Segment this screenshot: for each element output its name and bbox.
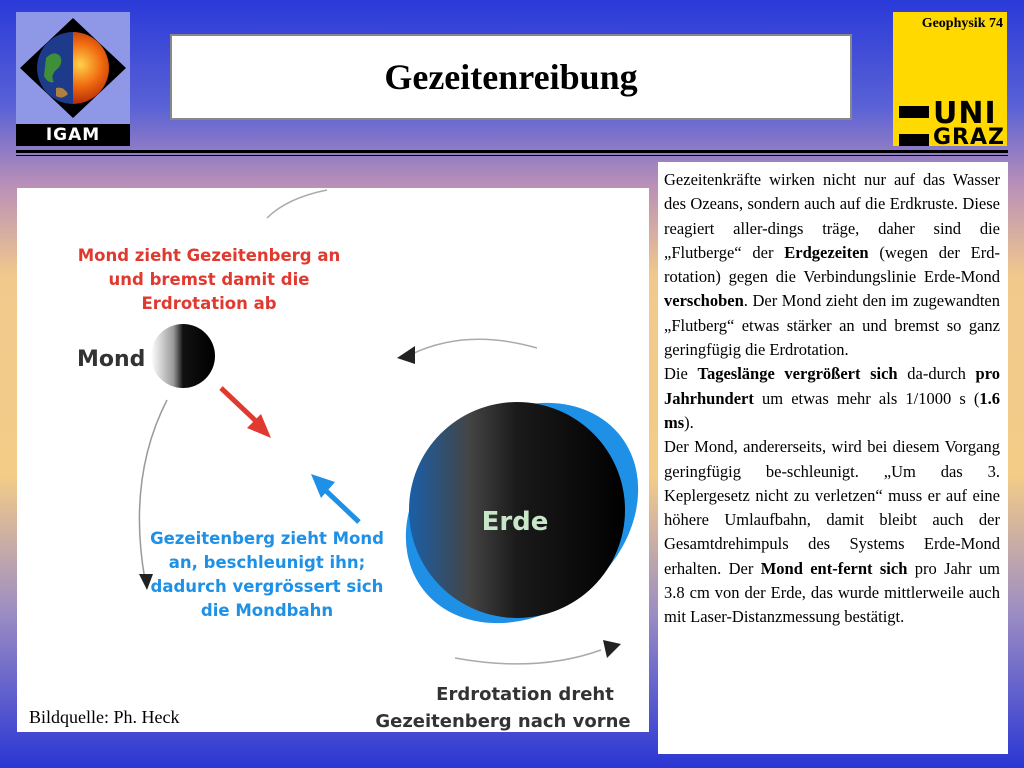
red-annotation-line: Erdrotation ab xyxy=(141,294,277,313)
text-run: Gezeitenkräfte wirken nicht nur auf das Wasser des Ozeans, sondern auch auf die Erdkruste. Diese reagiert aller-dings träge, daher sind die „Flutberge“ der xyxy=(664,170,1000,262)
bold-phrase: pro Jahrhundert xyxy=(664,364,1000,408)
orbit-arc-top xyxy=(267,190,327,218)
moon xyxy=(151,324,215,388)
tidal-friction-figure xyxy=(17,188,649,732)
bold-phrase: verschoben xyxy=(664,291,744,311)
text-run: . Der Mond zieht den im zugewandten „Flutberg“ etwas stärker an und bremst so ganz geringfügig die Erdrotation. xyxy=(664,291,1000,360)
image-source-caption: Bildquelle: Ph. Heck xyxy=(29,707,180,727)
red-arrow-shaft xyxy=(221,388,259,424)
paragraph xyxy=(664,168,1000,362)
igam-logo-text: IGAM xyxy=(16,124,130,146)
igam-logo xyxy=(16,12,130,146)
page-title: Gezeitenreibung xyxy=(384,57,638,97)
title-box xyxy=(170,34,852,120)
text-run: Die xyxy=(664,364,698,384)
text-run: (wegen der Erd-rotation) gegen die Verbindungslinie Erde-Mond xyxy=(664,242,1000,287)
blue-annotation-line: dadurch vergrössert sich xyxy=(150,577,384,596)
paragraph xyxy=(664,435,1000,629)
moon-label: Mond xyxy=(77,347,146,372)
text-run: ). xyxy=(684,412,694,432)
logo-graz-text: GRAZ xyxy=(933,125,1005,150)
bold-phrase: 1.6 ms xyxy=(664,388,1000,432)
blue-annotation-line: an, beschleunigt ihn; xyxy=(168,553,366,572)
orbit-arc-left xyxy=(139,400,167,580)
blue-arrow-shaft xyxy=(323,488,359,522)
bold-phrase: Tageslänge vergrößert sich xyxy=(697,364,898,384)
rotation-arrowhead-top xyxy=(397,346,415,364)
blue-annotation-line: die Mondbahn xyxy=(200,601,334,620)
logo-bar xyxy=(899,134,929,146)
text-run: pro Jahr um 3.8 cm von der Erde, das wurde mittlerweile auch mit Laser-Distanzmessung bestätigt. xyxy=(664,558,1001,627)
blue-annotation xyxy=(150,529,384,620)
paragraph xyxy=(664,362,1000,435)
earth-label: Erde xyxy=(481,507,549,537)
rotation-arc-bottom xyxy=(455,650,601,664)
red-annotation xyxy=(78,246,340,313)
bold-phrase: Mond ent-fernt sich xyxy=(760,558,908,578)
header-rule xyxy=(16,150,1008,153)
page-label: Geophysik 74 xyxy=(921,16,1003,31)
text-run: um etwas mehr als 1/1000 s ( xyxy=(753,388,980,408)
red-annotation-line: Mond zieht Gezeitenberg an xyxy=(77,246,341,265)
bold-phrase: Erdgezeiten xyxy=(784,242,869,262)
uni-graz-logo xyxy=(893,12,1007,150)
logo-bar xyxy=(899,106,929,118)
text-run: da-durch xyxy=(897,364,976,384)
bottom-annotation xyxy=(375,684,630,732)
blue-annotation-line: Gezeitenberg zieht Mond xyxy=(150,529,384,548)
bottom-annotation-line: Gezeitenberg nach vorne xyxy=(375,711,631,732)
bottom-annotation-line: Erdrotation dreht xyxy=(436,684,614,705)
rotation-arc-top xyxy=(412,339,537,354)
explanation-text xyxy=(658,162,1008,754)
rotation-arrowhead-bottom xyxy=(603,640,621,658)
diagram xyxy=(17,188,649,732)
globe-sun-icon xyxy=(16,12,130,124)
red-annotation-line: und bremst damit die xyxy=(108,270,310,289)
logo-uni-text: UNI xyxy=(933,96,997,131)
header-rule-thin xyxy=(16,155,1008,156)
text-run: Der Mond, andererseits, wird bei diesem Vorgang geringfügig be-schleunigt. „Um das 3. Keplergesetz nicht zu verletzen“ muss er auf eine höhere Umlaufbahn, damit bleibt auch der Gesamtdrehimpuls des Systems Erde-Mond erhalten. Der xyxy=(664,437,1000,578)
